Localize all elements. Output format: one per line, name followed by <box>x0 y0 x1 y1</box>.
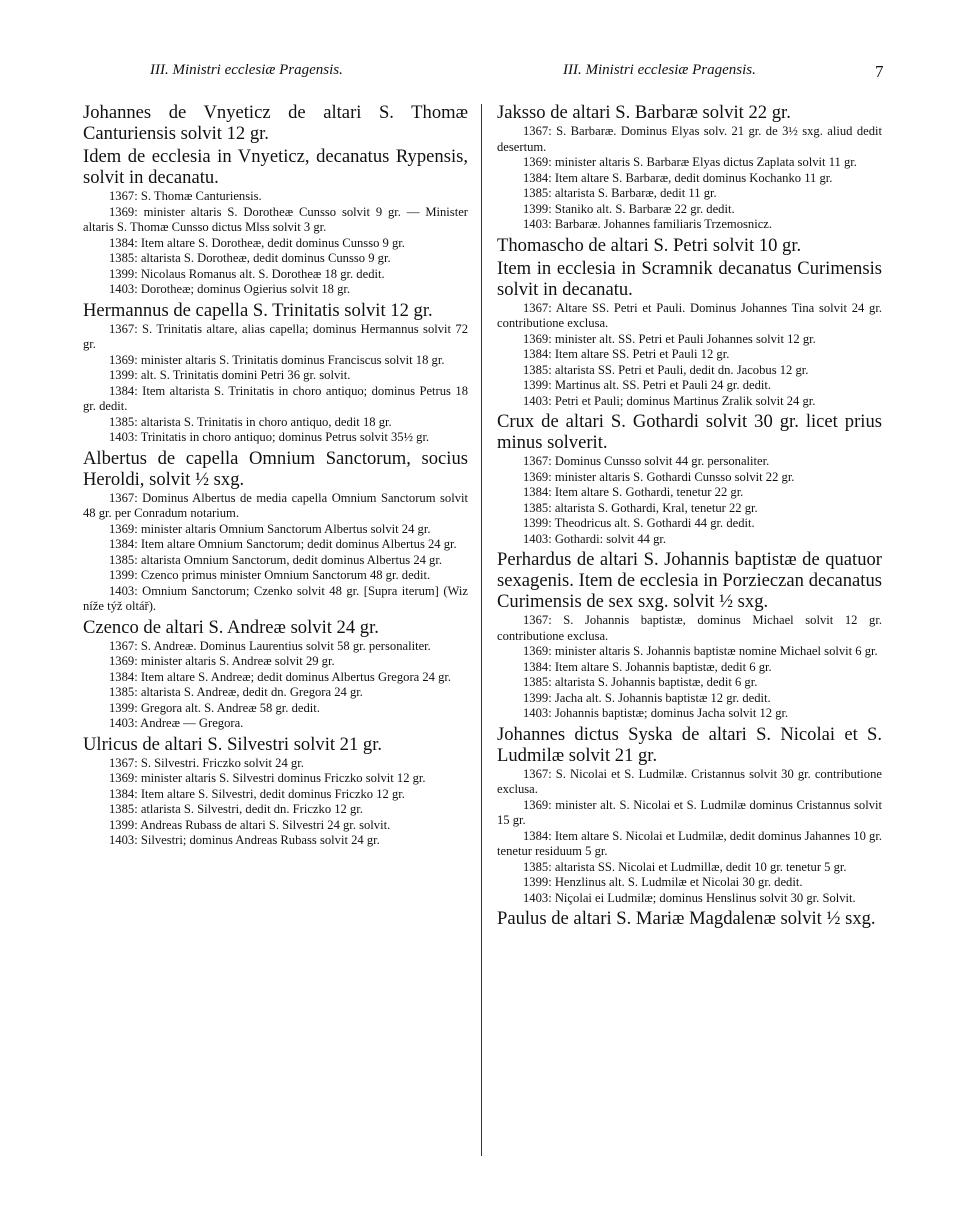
year-note: 1367: S. Trinitatis altare, alias capella; dominus Hermannus solvit 72 gr. <box>83 321 468 351</box>
year-note: 1369: minister altaris S. Silvestri dominus Friczko solvit 12 gr. <box>109 771 426 785</box>
left-column <box>83 100 468 849</box>
entry-heading: Thomascho de altari S. Petri solvit 10 gr. <box>497 234 802 256</box>
year-note: 1385: altarista Omnium Sanctorum, dedit dominus Albertus 24 gr. <box>109 552 443 567</box>
entry-heading: Czenco de altari S. Andreæ solvit 24 gr. <box>83 616 379 638</box>
running-header-right: III. Ministri ecclesiæ Pragensis. <box>563 62 756 78</box>
entry-heading: Item in ecclesia in Scramnik decanatus Curimensis solvit in decanatu. <box>497 257 882 300</box>
entry-heading: Jaksso de altari S. Barbaræ solvit 22 gr. <box>497 102 791 123</box>
year-note: 1384: Item altare S. Gothardi, tenetur 22 gr. <box>523 485 744 499</box>
year-note: 1369: minister altaris S. Dorotheæ Cunsso solvit 9 gr. — Minister altaris S. Thomæ Cunsso dictus Mlss solvit 3 gr. <box>83 204 468 234</box>
year-note: 1403: Niçolai ei Ludmilæ; dominus Henslinus solvit 30 gr. Solvit. <box>523 890 856 905</box>
year-note: 1403: Petri et Pauli; dominus Martinus Zralik solvit 24 gr. <box>523 393 816 408</box>
entry-heading: Hermannus de capella S. Trinitatis solvit 12 gr. <box>83 299 433 321</box>
year-note: 1385: altarista S. Barbaræ, dedit 11 gr. <box>523 186 717 200</box>
year-note: 1399: Henzlinus alt. S. Ludmilæ et Nicolai 30 gr. dedit. <box>523 875 803 889</box>
year-note: 1399: Martinus alt. SS. Petri et Pauli 24 gr. dedit. <box>523 378 772 392</box>
year-note: 1403: Dorotheæ; dominus Ogierius solvit 18 gr. <box>109 282 351 296</box>
year-note: 1399: Staniko alt. S. Barbaræ 22 gr. dedit. <box>523 201 735 216</box>
year-note: 1369: minister altaris S. Trinitatis dominus Franciscus solvit 18 gr. <box>109 352 445 367</box>
year-note: 1403: Johannis baptistæ; dominus Jacha solvit 12 gr. <box>523 706 789 720</box>
year-note: 1367: Dominus Albertus de media capella Omnium Sanctorum solvit 48 gr. per Conradum notarium. <box>83 490 468 520</box>
entry-heading: Crux de altari S. Gothardi solvit 30 gr. licet prius minus solverit. <box>497 411 882 453</box>
year-note: 1367: Altare SS. Petri et Pauli. Dominus Johannes Tina solvit 24 gr. contributione exclusa. <box>497 300 882 330</box>
year-note: 1399: Jacha alt. S. Johannis baptistæ 12 gr. dedit. <box>523 690 771 705</box>
year-note: 1367: S. Johannis baptistæ, dominus Michael solvit 12 gr. contributione exclusa. <box>497 613 882 643</box>
year-note: 1384: Item altare SS. Petri et Pauli 12 gr. <box>523 347 730 361</box>
year-note: 1399: Czenco primus minister Omnium Sanctorum 48 gr. dedit. <box>109 568 431 582</box>
year-note: 1384: Item altarista S. Trinitatis in choro antiquo; dominus Petrus 18 gr. dedit. <box>83 383 468 413</box>
year-note: 1367: Dominus Cunsso solvit 44 gr. personaliter. <box>523 454 770 468</box>
year-note: 1367: S. Andreæ. Dominus Laurentius solvit 58 gr. personaliter. <box>109 638 431 653</box>
year-note: 1399: Nicolaus Romanus alt. S. Dorotheæ 18 gr. dedit. <box>109 266 385 281</box>
year-note: 1369: minister altaris S. Andreæ solvit 29 gr. <box>109 654 335 668</box>
year-note: 1403: Silvestri; dominus Andreas Rubass solvit 24 gr. <box>109 833 380 847</box>
year-note: 1369: minister alt. SS. Petri et Pauli Johannes solvit 12 gr. <box>523 331 816 346</box>
year-note: 1367: S. Nicolai et S. Ludmilæ. Cristannus solvit 30 gr. contributione exclusa. <box>497 766 882 796</box>
year-note: 1385: altarista S. Trinitatis in choro antiquo, dedit 18 gr. <box>109 414 392 429</box>
running-header-left: III. Ministri ecclesiæ Pragensis. <box>150 62 343 78</box>
entry-heading: Ulricus de altari S. Silvestri solvit 21 gr. <box>83 733 383 755</box>
year-note: 1369: minister altaris Omnium Sanctorum Albertus solvit 24 gr. <box>109 521 431 536</box>
right-column <box>497 100 882 930</box>
entry-heading: Perhardus de altari S. Johannis baptistæ de quatuor sexagenis. Item de ecclesia in Porzieczan decanatus Curimensis de sex sxg. solvit ½ sxg. <box>497 549 882 612</box>
year-note: 1399: alt. S. Trinitatis domini Petri 36 gr. solvit. <box>109 368 351 382</box>
year-note: 1384: Item altare S. Dorotheæ, dedit dominus Cunsso 9 gr. <box>109 235 405 250</box>
page-number: 7 <box>875 62 884 81</box>
year-note: 1399: Theodricus alt. S. Gothardi 44 gr. dedit. <box>523 516 755 530</box>
year-note: 1385: altarista SS. Nicolai et Ludmillæ, dedit 10 gr. tenetur 5 gr. <box>523 859 847 874</box>
entry-heading: Johannes de Vnyeticz de altari S. Thomæ Canturiensis solvit 12 gr. <box>83 102 468 144</box>
year-note: 1385: altarista S. Gothardi, Kral, tenetur 22 gr. <box>523 500 758 515</box>
year-note: 1367: S. Silvestri. Friczko solvit 24 gr. <box>109 755 304 770</box>
year-note: 1385: altarista SS. Petri et Pauli, dedit dn. Jacobus 12 gr. <box>523 362 809 377</box>
entry-heading: Johannes dictus Syska de altari S. Nicolai et S. Ludmilæ solvit 21 gr. <box>497 723 882 766</box>
column-divider <box>481 104 482 1156</box>
year-note: 1399: Andreas Rubass de altari S. Silvestri 24 gr. solvit. <box>109 817 391 832</box>
year-note: 1369: minister altaris S. Barbaræ Elyas dictus Zaplata solvit 11 gr. <box>523 155 857 169</box>
year-note: 1385: altarista S. Johannis baptistæ, dedit 6 gr. <box>523 675 758 689</box>
year-note: 1384: Item altare S. Nicolai et Ludmilæ, dedit dominus Jahannes 10 gr. tenetur residuum 5 gr. <box>497 828 882 858</box>
year-note: 1403: Andreæ — Gregora. <box>109 716 244 730</box>
year-note: 1384: Item altare S. Andreæ; dedit dominus Albertus Gregora 24 gr. <box>109 669 452 684</box>
year-note: 1403: Omnium Sanctorum; Czenko solvit 48 gr. [Supra iterum] (Wiz níže týž oltář). <box>83 583 468 613</box>
year-note: 1367: S. Barbaræ. Dominus Elyas solv. 21 gr. de 3½ sxg. aliud dedit desertum. <box>497 124 882 154</box>
year-note: 1385: altarista S. Andreæ, dedit dn. Gregora 24 gr. <box>109 685 363 699</box>
year-note: 1403: Trinitatis in choro antiquo; dominus Petrus solvit 35½ gr. <box>109 430 430 444</box>
year-note: 1403: Barbaræ. Johannes familiaris Trzemosnicz. <box>523 217 773 231</box>
year-note: 1403: Gothardi: solvit 44 gr. <box>523 531 667 546</box>
entry-heading: Idem de ecclesia in Vnyeticz, decanatus Rypensis, solvit in decanatu. <box>83 146 468 188</box>
year-note: 1384: Item altare S. Silvestri, dedit dominus Friczko 12 gr. <box>109 786 405 801</box>
year-note: 1369: minister altaris S. Gothardi Cunsso solvit 22 gr. <box>523 469 795 484</box>
entry-heading: Paulus de altari S. Mariæ Magdalenæ solvit ½ sxg. <box>497 908 876 929</box>
year-note: 1384: Item altare Omnium Sanctorum; dedit dominus Albertus 24 gr. <box>109 537 457 551</box>
year-note: 1385: altarista S. Dorotheæ, dedit dominus Cunsso 9 gr. <box>109 251 391 265</box>
year-note: 1369: minister alt. S. Nicolai et S. Ludmilæ dominus Cristannus solvit 15 gr. <box>497 797 882 827</box>
year-note: 1369: minister altaris S. Johannis baptistæ nomine Michael solvit 6 gr. <box>523 644 878 658</box>
year-note: 1385: atlarista S. Silvestri, dedit dn. Friczko 12 gr. <box>109 802 363 816</box>
year-note: 1384: Item altare S. Barbaræ, dedit dominus Kochanko 11 gr. <box>523 170 833 185</box>
year-note: 1399: Gregora alt. S. Andreæ 58 gr. dedit. <box>109 700 320 715</box>
year-note: 1367: S. Thomæ Canturiensis. <box>109 189 262 203</box>
entry-heading: Albertus de capella Omnium Sanctorum, socius Heroldi, solvit ½ sxg. <box>83 447 468 490</box>
year-note: 1384: Item altare S. Johannis baptistæ, dedit 6 gr. <box>523 659 772 674</box>
